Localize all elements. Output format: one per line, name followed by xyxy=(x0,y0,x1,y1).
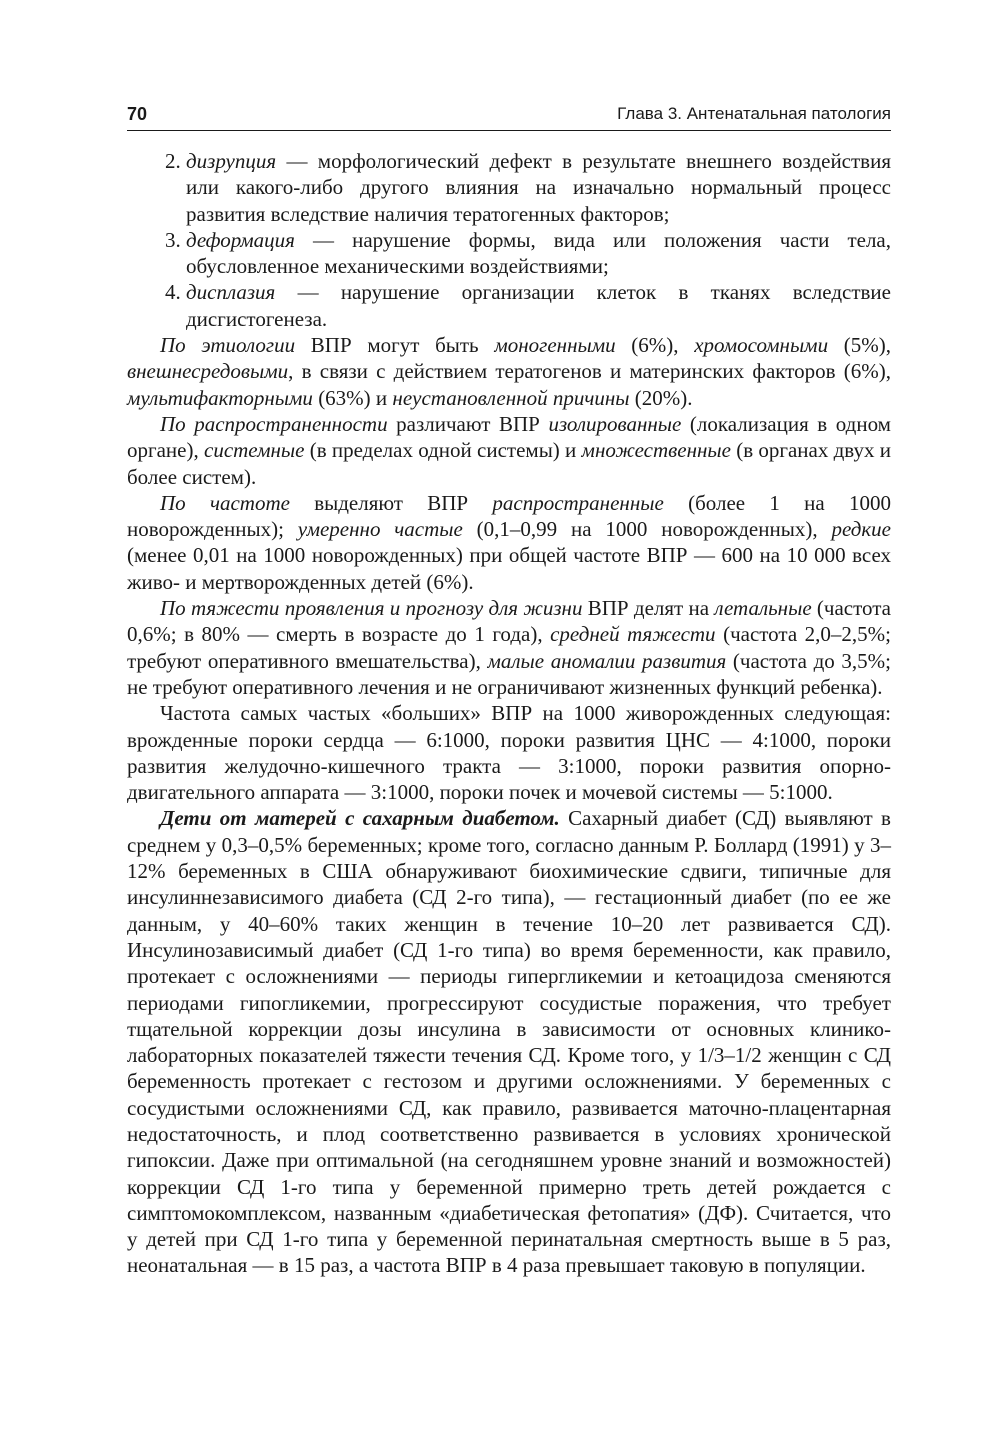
text-run: (частота 2,0–2,5%; требуют оперативного вмешательства), xyxy=(127,622,891,673)
text-run: (в органах двух и более систем). xyxy=(127,438,891,489)
italic-term: моногенными xyxy=(494,333,616,358)
list-item xyxy=(186,148,891,227)
italic-term: распространенные xyxy=(492,490,664,515)
italic-term: множественные xyxy=(581,438,731,463)
italic-term: средней тяжести xyxy=(550,622,716,647)
italic-term: По частоте xyxy=(160,490,290,515)
text-run: (20%). xyxy=(629,385,693,410)
italic-term: По распространенности xyxy=(160,411,388,436)
italic-term: По этиологии xyxy=(160,333,296,358)
italic-term: системные xyxy=(204,438,305,463)
paragraph-etiology xyxy=(127,332,891,411)
body-text xyxy=(127,148,891,1279)
text-run: ВПР могут быть xyxy=(295,333,495,358)
italic-term: По тяжести проявления и прогнозу для жизни xyxy=(160,596,583,621)
list-text: — нарушение организации клеток в тканях вследствие дисгистогенеза. xyxy=(186,280,891,331)
text-run: Сахарный диабет (СД) выявляют в среднем у 0,3–0,5% беременных; кроме того, согласно данным Р. Боллард (1991) у 3–12% беременных в США обнаруживают биохимические сдвиги, типичные для инсулиннезависимого диабета (СД 2-го типа), — гестационный диабет (по ее же данным, у 40–60% таких женщин в течение 10–20 лет развивается СД). Инсулинозависимый диабет (СД 1-го типа) во время беременности, как правило, протекает с осложнениями — периоды гипергликемии и кетоацидоза сменяются периодами гипогликемии, прогрессируют сосудистые поражения, что требует тщательной коррекции дозы инсулина в зависимости от основных клинико-лабораторных показателей тяжести течения СД. Кроме того, у 1/3–1/2 женщин с СД беременность протекает с гестозом и другими осложнениями. У беременных с сосудистыми осложнениями СД, как правило, развивается маточно-плацентарная недостаточность, и плод соответственно развивается в условиях хронической гипоксии. Даже при оптимальной (на сегодняшнем уровне знаний и возможностей) коррекции СД 1-го типа у беременной примерно треть детей рождается с симптомокомплексом, названным «диабетическая фетопатия» (ДФ). Считается, что у детей при СД 1-го типа у беременной перинатальная смертность выше в 5 раз, неонатальная — в 15 раз, а частота ВПР в 4 раза превышает таковую в популяции. xyxy=(127,806,891,1278)
text-run: (63%) и xyxy=(312,385,393,410)
text-run: различают ВПР xyxy=(387,411,549,436)
list-item xyxy=(186,227,891,280)
paragraph-incidence: Частота самых частых «больших» ВПР на 1000 живорожденных следующая: врожденные пороки сердца — 6:1000, пороки развития ЦНС — 4:1000, пороки развития желудочно-кишечного тракта — 3:1000, пороки развития опорно-двигательного аппарата — 3:1000, пороки почек и мочевой системы — 5:1000. xyxy=(127,701,891,805)
list-term: дисплазия xyxy=(186,280,276,305)
italic-term: изолированные xyxy=(548,411,682,436)
section-heading: Дети от матерей с сахарным диабетом. xyxy=(160,806,560,831)
list-term: дизрупция xyxy=(186,149,277,173)
text-run: (в пределах одной системы) и xyxy=(304,438,582,463)
paragraph-prevalence xyxy=(127,411,891,490)
definition-list xyxy=(127,148,891,332)
italic-term: хромосомными xyxy=(694,333,829,358)
text-run: (6%), xyxy=(615,333,695,358)
text-run: (более 1 на 1000 новорожденных); xyxy=(127,490,891,542)
running-header xyxy=(127,104,891,131)
paragraph-diabetes xyxy=(127,805,891,1278)
text-run: (частота до 3,5%; не требуют оперативного лечения и не ограничивают жизненных функций ребенка). xyxy=(127,648,892,699)
text-run: (менее 0,01 на 1000 новорожденных) при общей частоте ВПР — 600 на 10 000 всех живо- и мертворожденных детей (6%). xyxy=(127,543,891,594)
paragraph-severity xyxy=(127,595,891,700)
text-run: (0,1–0,99 на 1000 новорожденных), xyxy=(462,517,832,542)
page-number: 70 xyxy=(127,104,148,124)
text-run: , в связи с действием тератогенов и материнских факторов (6%), xyxy=(288,359,891,384)
paragraph-frequency xyxy=(127,490,891,595)
italic-term: малые аномалии развития xyxy=(487,648,727,673)
list-text: — нарушение формы, вида или положения части тела, обусловленное механическими воздействиями; xyxy=(186,227,891,279)
text-run: (локализация в одном органе), xyxy=(127,411,891,463)
italic-term: редкие xyxy=(831,517,892,542)
list-term: деформация xyxy=(186,227,295,252)
italic-term: неустановленной причины xyxy=(392,385,630,410)
italic-term: внешнесредовыми xyxy=(127,359,289,384)
text-run: (5%), xyxy=(828,333,892,358)
text-run: (частота 0,6%; в 80% — смерть в возрасте до 1 года), xyxy=(127,596,892,647)
text-run: ВПР делят на xyxy=(582,596,715,621)
italic-term: мультифакторными xyxy=(127,385,313,410)
text-run: выделяют ВПР xyxy=(289,490,493,515)
chapter-title: Глава 3. Антенатальная патология xyxy=(617,104,891,123)
list-text: — морфологический дефект в результате внешнего воздействия или какого-либо другого влияния на изначально нормальный процесс развития вследствие наличия тератогенных факторов; xyxy=(186,149,891,226)
list-item xyxy=(186,279,891,332)
italic-term: умеренно частые xyxy=(297,517,463,542)
italic-term: летальные xyxy=(714,596,812,621)
